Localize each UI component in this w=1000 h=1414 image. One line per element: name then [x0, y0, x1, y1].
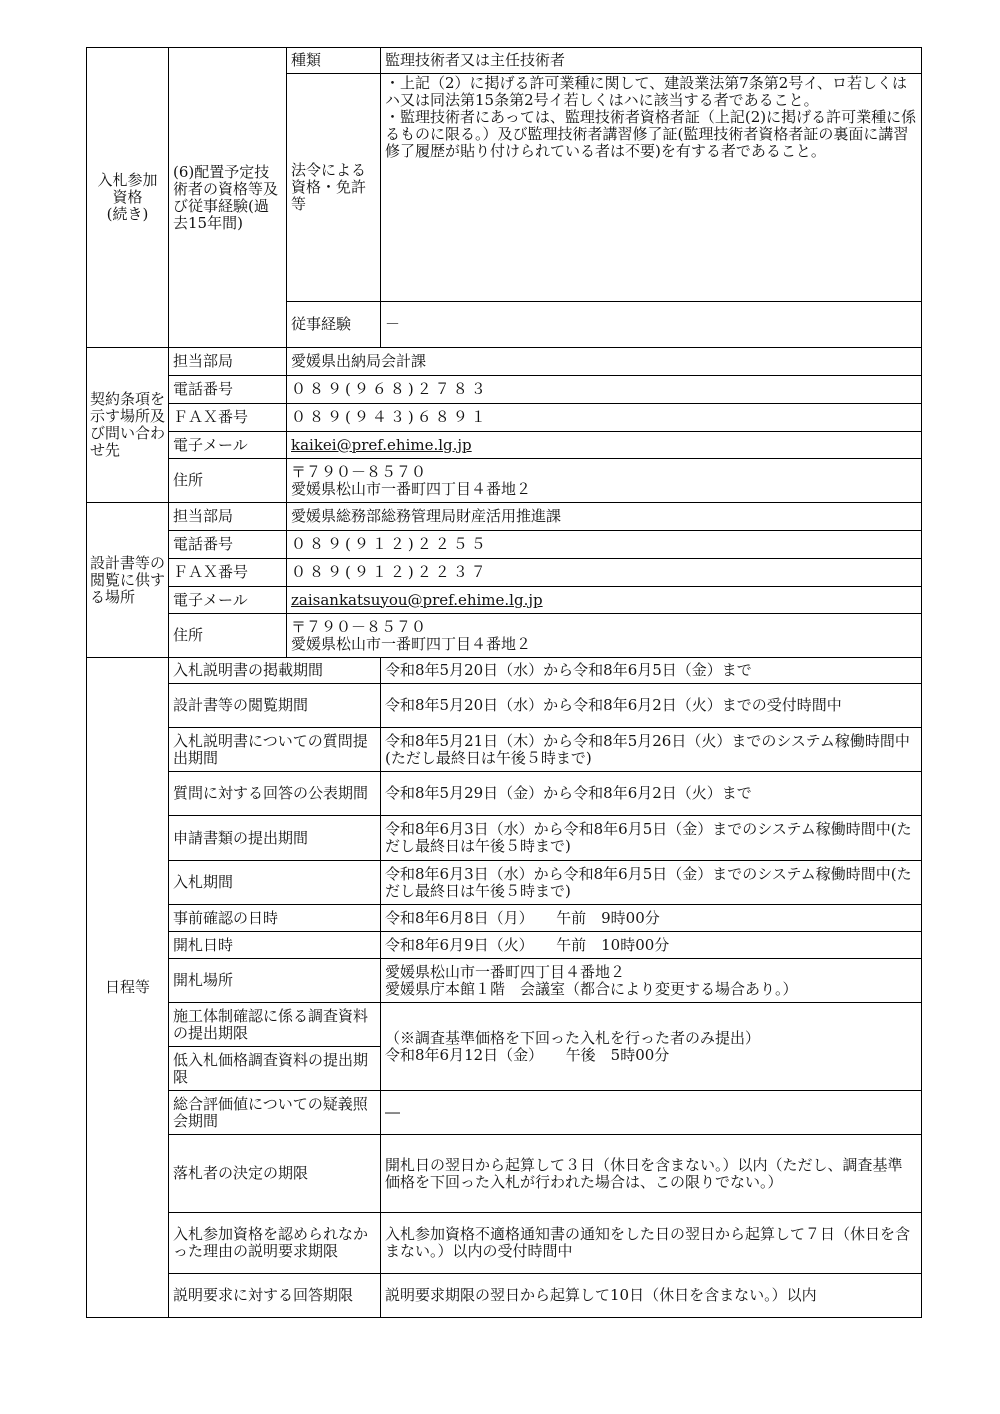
contract-mail-label: 電子メール — [169, 432, 287, 459]
contract-fax-label: ＦＡＸ番号 — [169, 404, 287, 432]
experience-value: － — [381, 302, 922, 348]
qualification-group-label: 入札参加 資格 (続き) — [87, 48, 169, 348]
contract-mail-link[interactable]: kaikei@pref.ehime.lg.jp — [287, 432, 922, 459]
design-dept-value: 愛媛県総務部総務管理局財産活用推進課 — [287, 503, 922, 531]
type-label: 種類 — [287, 48, 381, 74]
schedule-label: 低入札価格調査資料の提出期限 — [169, 1047, 381, 1091]
schedule-label: 説明要求に対する回答期限 — [169, 1274, 381, 1318]
type-value: 監理技術者又は主任技術者 — [381, 48, 922, 74]
schedule-label: 総合評価値についての疑義照会期間 — [169, 1091, 381, 1135]
license-value — [381, 74, 922, 302]
schedule-value: 令和8年5月29日（金）から令和8年6月2日（火）まで — [381, 772, 922, 816]
license-value-1: ・上記（2）に掲げる許可業種に関して、建設業法第7条第2号イ、ロ若しくはハ又は同法第15条第2号イ若しくはハに該当する者であること。 — [385, 74, 907, 109]
contract-dept-value: 愛媛県出納局会計課 — [287, 348, 922, 376]
contract-contact-group-label: 契約条項を示す場所及び問い合わせ先 — [87, 348, 169, 503]
schedule-label: 落札者の決定の期限 — [169, 1135, 381, 1213]
schedule-label: 設計書等の閲覧期間 — [169, 684, 381, 728]
design-mail-link[interactable]: zaisankatsuyou@pref.ehime.lg.jp — [287, 587, 922, 614]
schedule-value: 開札日の翌日から起算して３日（休日を含まない。）以内（ただし、調査基準価格を下回った入札が行われた場合は、この限りでない。） — [381, 1135, 922, 1213]
schedule-value: 令和8年5月20日（水）から令和8年6月2日（火）までの受付時間中 — [381, 684, 922, 728]
schedule-value: 説明要求期限の翌日から起算して10日（休日を含まない。）以内 — [381, 1274, 922, 1318]
schedule-label: 開札日時 — [169, 932, 381, 959]
schedule-value: 令和8年5月20日（水）から令和8年6月5日（金）まで — [381, 658, 922, 684]
schedule-value: 令和8年6月3日（水）から令和8年6月5日（金）までのシステム稼働時間中(ただし最終日は午後５時まで) — [381, 861, 922, 905]
license-value-2: ・監理技術者にあっては、監理技術者資格者証（上記(2)に掲げる許可業種に係るものに限る。）及び監理技術者講習修了証(監理技術者資格者証の裏面に講習修了履歴が貼り付けられている者は不要)を有する者であること。 — [385, 108, 917, 160]
schedule-value: 令和8年6月3日（水）から令和8年6月5日（金）までのシステム稼働時間中(ただし最終日は午後５時まで) — [381, 816, 922, 861]
schedule-label: 入札参加資格を認められなかった理由の説明要求期限 — [169, 1213, 381, 1274]
schedule-label: 事前確認の日時 — [169, 905, 381, 932]
contract-dept-label: 担当部局 — [169, 348, 287, 376]
contract-fax-value: ０８９(９４３)６８９１ — [287, 404, 922, 432]
design-docs-group-label: 設計書等の閲覧に供する場所 — [87, 503, 169, 658]
schedule-value: 愛媛県松山市一番町四丁目４番地２ 愛媛県庁本館１階 会議室（都合により変更する場合あり。） — [381, 959, 922, 1003]
design-tel-label: 電話番号 — [169, 531, 287, 559]
contract-tel-label: 電話番号 — [169, 376, 287, 404]
qualification-item-label: (6)配置予定技術者の資格等及び従事経験(過去15年間) — [169, 48, 287, 348]
schedule-label: 入札説明書の掲載期間 — [169, 658, 381, 684]
schedule-label: 質問に対する回答の公表期間 — [169, 772, 381, 816]
design-mail-label: 電子メール — [169, 587, 287, 614]
schedule-value: 令和8年6月9日（火） 午前 10時00分 — [381, 932, 922, 959]
design-addr-label: 住所 — [169, 614, 287, 658]
design-fax-label: ＦＡＸ番号 — [169, 559, 287, 587]
license-label: 法令による資格・免許等 — [287, 74, 381, 302]
schedule-value: ― — [381, 1091, 922, 1135]
schedule-value: 令和8年6月8日（月） 午前 9時00分 — [381, 905, 922, 932]
schedule-value: （※調査基準価格を下回った入札を行った者のみ提出） 令和8年6月12日（金） 午後 5時00分 — [381, 1003, 922, 1091]
schedule-label: 入札期間 — [169, 861, 381, 905]
design-dept-label: 担当部局 — [169, 503, 287, 531]
design-fax-value: ０８９(９１２)２２３７ — [287, 559, 922, 587]
design-tel-value: ０８９(９１２)２２５５ — [287, 531, 922, 559]
schedule-label: 申請書類の提出期間 — [169, 816, 381, 861]
schedule-label: 開札場所 — [169, 959, 381, 1003]
experience-label: 従事経験 — [287, 302, 381, 348]
contract-tel-value: ０８９(９６８)２７８３ — [287, 376, 922, 404]
schedule-value: 令和8年5月21日（木）から令和8年5月26日（火）までのシステム稼働時間中(ただし最終日は午後５時まで) — [381, 728, 922, 772]
schedule-group-label: 日程等 — [87, 658, 169, 1318]
contract-addr-value: 〒７９０－８５７０ 愛媛県松山市一番町四丁目４番地２ — [287, 459, 922, 503]
bid-info-table — [86, 47, 922, 1318]
contract-addr-label: 住所 — [169, 459, 287, 503]
schedule-label: 施工体制確認に係る調査資料の提出期限 — [169, 1003, 381, 1047]
design-addr-value: 〒７９０－８５７０ 愛媛県松山市一番町四丁目４番地２ — [287, 614, 922, 658]
schedule-value: 入札参加資格不適格通知書の通知をした日の翌日から起算して７日（休日を含まない。）以内の受付時間中 — [381, 1213, 922, 1274]
schedule-label: 入札説明書についての質問提出期間 — [169, 728, 381, 772]
